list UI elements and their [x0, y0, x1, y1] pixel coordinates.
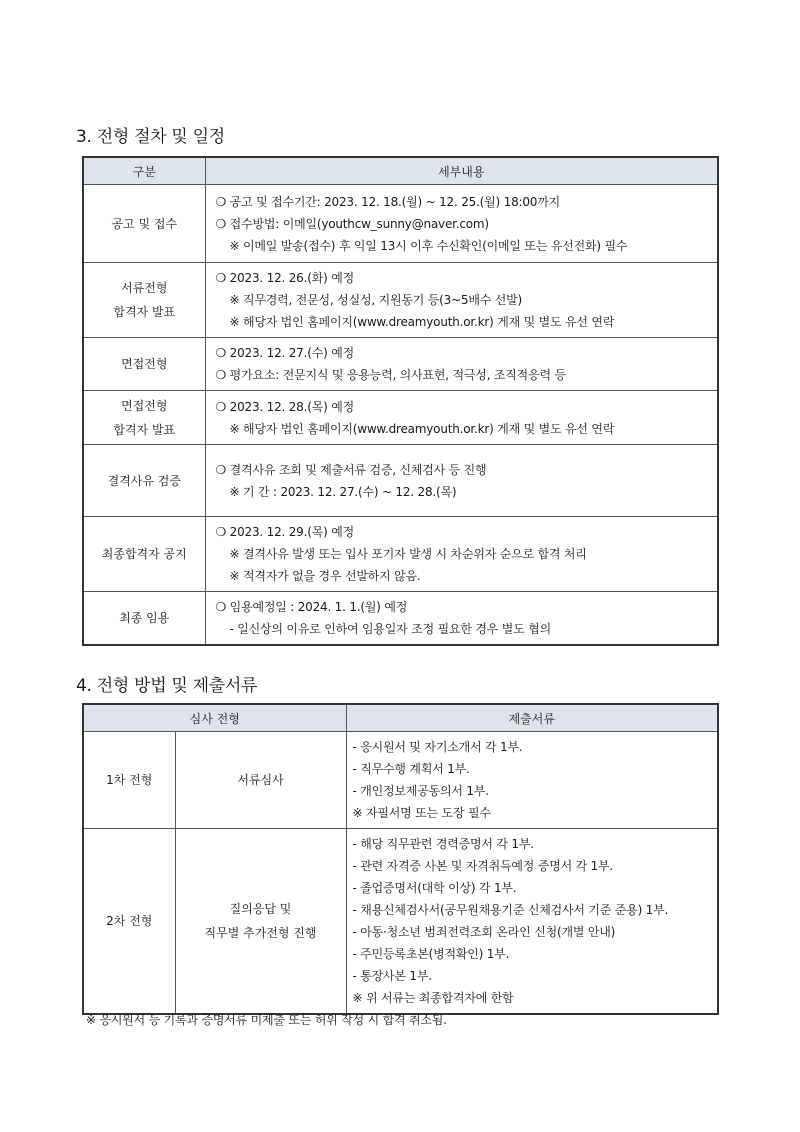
schedule-row: [83, 263, 718, 338]
detail-note: ※ 적격자가 없을 경우 선발하지 않음.: [229, 569, 421, 583]
detail-note: - 일신상의 이유로 인하여 임용일자 조정 필요한 경우 별도 협의: [229, 622, 551, 636]
schedule-category: 결격사유 검증: [83, 445, 205, 517]
schedule-category: 서류전형 합격자 발표: [83, 263, 205, 338]
schedule-category: 최종 임용: [83, 592, 205, 646]
document-item: - 직무수행 계획서 1부.: [352, 762, 470, 776]
screening-header-stage: 심사 전형: [83, 704, 346, 732]
detail-note: ※ 해당자 법인 홈페이지(www.dreamyouth.or.kr) 게재 및 별도 유선 연락: [229, 315, 615, 329]
schedule-row: [83, 445, 718, 517]
screening-header-documents: 제출서류: [346, 704, 718, 732]
screening-documents: [346, 829, 718, 1015]
document-item: - 응시원서 및 자기소개서 각 1부.: [352, 740, 523, 754]
schedule-row: [83, 592, 718, 646]
detail-note: ※ 이메일 발송(접수) 후 익일 13시 이후 수신확인(이메일 또는 유선전화) 필수: [229, 238, 628, 253]
screening-method: 질의응답 및 직무별 추가전형 진행: [175, 829, 346, 1015]
detail-line: ❍ 공고 및 접수기간: 2023. 12. 18.(월) ~ 12. 25.(월) 18:00까지: [215, 194, 561, 209]
schedule-details: [205, 263, 718, 338]
schedule-header-details: 세부내용: [205, 157, 718, 185]
detail-note: ※ 해당자 법인 홈페이지(www.dreamyouth.or.kr) 게재 및 별도 유선 연락: [229, 421, 615, 436]
schedule-category: 최종합격자 공지: [83, 517, 205, 592]
document-item: - 해당 직무관련 경력증명서 각 1부.: [352, 837, 534, 851]
schedule-details: [205, 592, 718, 646]
screening-stage: 2차 전형: [83, 829, 175, 1015]
detail-line: ❍ 2023. 12. 26.(화) 예정: [215, 271, 354, 285]
detail-line: ❍ 2023. 12. 28.(목) 예정: [215, 399, 354, 414]
document-item: - 채용신체검사서(공무원채용기준 신체검사서 기준 준용) 1부.: [352, 903, 669, 917]
document-item: - 주민등록초본(병적확인) 1부.: [352, 947, 510, 961]
screening-method: 서류심사: [175, 732, 346, 829]
schedule-row: [83, 185, 718, 263]
screening-row: [83, 829, 718, 1015]
detail-line: ❍ 임용예정일 : 2024. 1. 1.(월) 예정: [215, 600, 408, 614]
schedule-row: [83, 517, 718, 592]
schedule-header-category: 구분: [83, 157, 205, 185]
schedule-category: 면접전형 합격자 발표: [83, 391, 205, 445]
document-item: - 관련 자격증 사본 및 자격취득예정 증명서 각 1부.: [352, 859, 614, 873]
detail-note: ※ 기 간 : 2023. 12. 27.(수) ~ 12. 28.(목): [229, 484, 457, 499]
document-item: - 통장사본 1부.: [352, 969, 432, 983]
schedule-details: [205, 391, 718, 445]
section4-title: 4. 전형 방법 및 제출서류: [76, 676, 258, 696]
document-item: - 아동·청소년 범죄전력조회 온라인 신청(개별 안내): [352, 925, 616, 939]
detail-line: ❍ 접수방법: 이메일(youthcw_sunny@naver.com): [215, 216, 489, 231]
document-item: - 개인정보제공동의서 1부.: [352, 784, 489, 798]
schedule-details: [205, 338, 718, 391]
schedule-details: [205, 445, 718, 517]
footnote: ※ 응시원서 등 기록과 증명서류 미제출 또는 허위 작성 시 합격 취소됨.: [86, 1013, 447, 1027]
detail-note: ※ 직무경력, 전문성, 성실성, 지원동기 등(3~5배수 선발): [229, 293, 523, 307]
detail-line: ❍ 2023. 12. 27.(수) 예정: [215, 346, 354, 360]
schedule-details: [205, 185, 718, 263]
screening-table: [82, 703, 719, 1015]
schedule-category: 면접전형: [83, 338, 205, 391]
screening-documents: [346, 732, 718, 829]
schedule-row: [83, 338, 718, 391]
screening-stage: 1차 전형: [83, 732, 175, 829]
detail-line: ❍ 평가요소: 전문지식 및 응용능력, 의사표현, 적극성, 조직적응력 등: [215, 368, 566, 382]
section3-title: 3. 전형 절차 및 일정: [76, 127, 225, 147]
detail-line: ❍ 2023. 12. 29.(목) 예정: [215, 525, 354, 539]
document-item: - 졸업증명서(대학 이상) 각 1부.: [352, 881, 517, 895]
detail-note: ※ 결격사유 발생 또는 입사 포기자 발생 시 차순위자 순으로 합격 처리: [229, 547, 587, 561]
document-item: ※ 자필서명 또는 도장 필수: [352, 806, 491, 820]
schedule-category: 공고 및 접수: [83, 185, 205, 263]
screening-row: [83, 732, 718, 829]
schedule-details: [205, 517, 718, 592]
document-item: ※ 위 서류는 최종합격자에 한함: [352, 991, 514, 1005]
schedule-table: [82, 156, 719, 646]
schedule-row: [83, 391, 718, 445]
detail-line: ❍ 결격사유 조회 및 제출서류 검증, 신체검사 등 진행: [215, 462, 487, 477]
